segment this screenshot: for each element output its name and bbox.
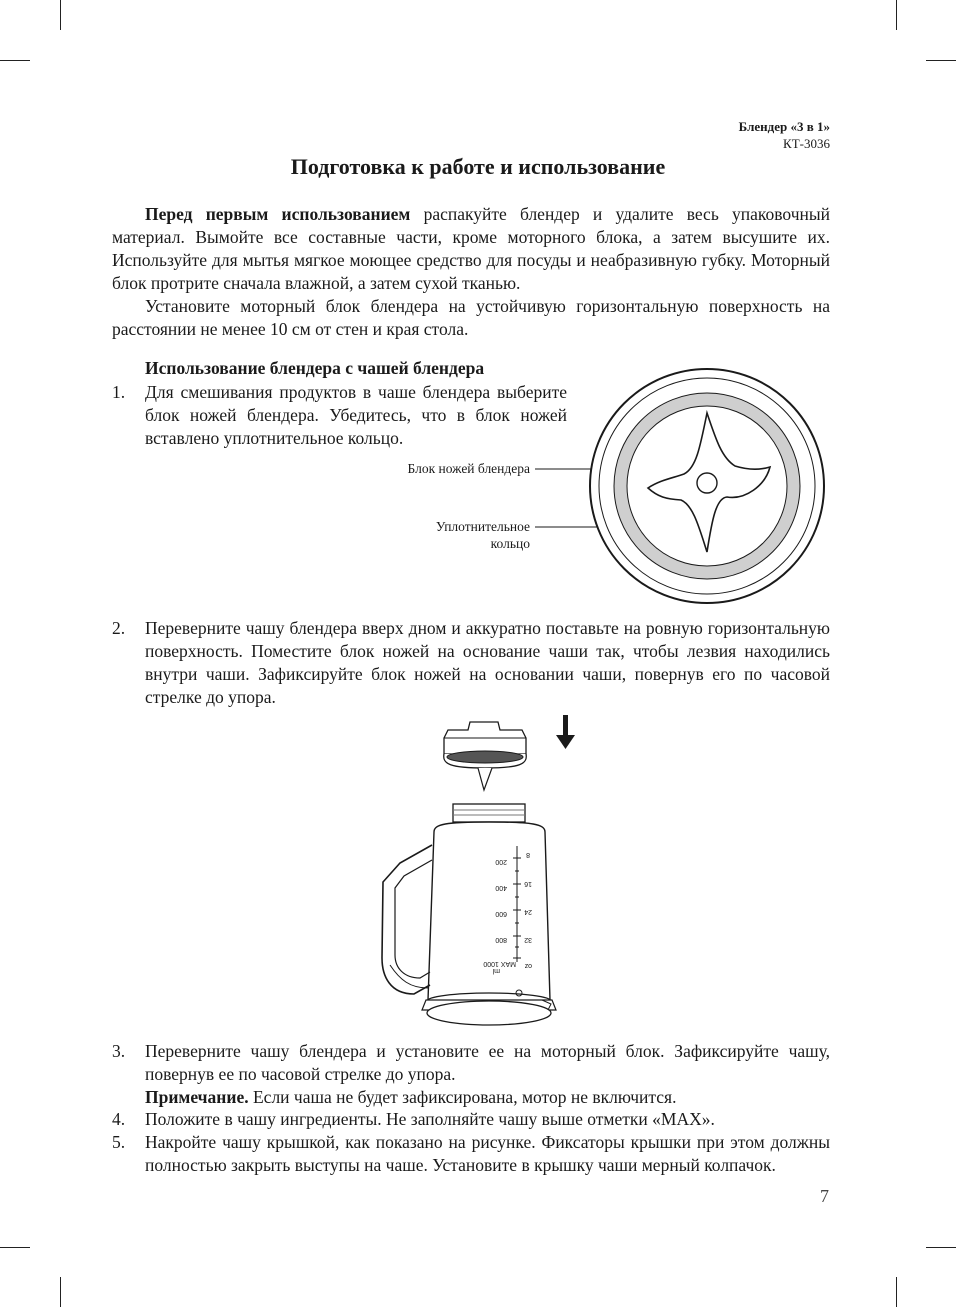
step-number: 3. bbox=[112, 1041, 126, 1061]
step-number: 1. bbox=[112, 382, 126, 402]
blade-tip bbox=[478, 768, 492, 790]
scale-label-unit: oz bbox=[524, 962, 532, 969]
note-text: Если чаша не будет зафиксирована, мотор не включится. bbox=[248, 1087, 677, 1107]
label-sealing-ring-line1: Уплотнительное bbox=[435, 519, 530, 534]
scale-label-ml: 600 bbox=[495, 910, 507, 917]
scale-label-ml: 800 bbox=[495, 936, 507, 943]
step-number: 4. bbox=[112, 1109, 126, 1129]
scale-label-oz: 32 bbox=[524, 936, 532, 943]
blade-hub bbox=[697, 473, 717, 493]
jar-neck bbox=[453, 804, 525, 822]
section-title: Использование блендера с чашей блендера bbox=[145, 358, 485, 378]
step-text: Переверните чашу блендера вверх дном и аккуратно поставьте на ровную горизонтальную поверхность. Поместите блок ножей на основание чаши так, чтобы лезвия находились внутри чаши. Зафиксируйте блок ножей на основании чаши, повернув его по часовой стрелке до упора. bbox=[145, 618, 830, 707]
jar-assembly-figure bbox=[370, 710, 590, 1030]
page-title: Подготовка к работе и использование bbox=[290, 154, 666, 179]
scale-label-ml: 200 bbox=[495, 858, 507, 865]
scale-label-unit: ml bbox=[492, 967, 500, 974]
intro-lead: Перед первым использованием bbox=[145, 204, 411, 224]
note bbox=[145, 1086, 830, 1109]
scale-label-oz: 8 bbox=[526, 851, 530, 858]
model-number: КТ-3036 bbox=[783, 136, 830, 151]
jar-handle bbox=[382, 845, 432, 994]
step-number: 2. bbox=[112, 618, 126, 638]
note-label: Примечание. bbox=[145, 1087, 249, 1107]
step-number: 5. bbox=[112, 1132, 126, 1152]
step-text: Положите в чашу ингредиенты. Не заполняйте чашу выше отметки «MAX». bbox=[145, 1109, 715, 1129]
page-number: 7 bbox=[820, 1186, 829, 1206]
jar-handle-inner bbox=[395, 860, 432, 978]
step-text: Для смешивания продуктов в чаше блендера выберите блок ножей блендера. Убедитесь, что в блок ножей вставлено уплотнительное кольцо. bbox=[145, 382, 567, 448]
intro-text: распакуйте блендер и удалите весь упаковочный материал. Вымойте все составные части, кроме моторного блока, а затем высушите их. Используйте для мытья мягкое моющее средство для посуды и неабразивную губку. Моторный блок протрите сначала влажной, а затем сухой тканью. bbox=[112, 204, 830, 293]
scale-label-ml: 400 bbox=[495, 884, 507, 891]
step-text: Накройте чашу крышкой, как показано на рисунке. Фиксаторы крышки при этом должны полностью закрыть выступы на чаше. Установите в крышку чаши мерный колпачок. bbox=[145, 1132, 830, 1175]
label-sealing-ring-line2: кольцо bbox=[490, 536, 530, 551]
scale-label-ml: MAX 1000 bbox=[483, 960, 516, 967]
down-arrow-icon bbox=[556, 735, 575, 749]
label-blade-unit: Блок ножей блендера bbox=[407, 461, 530, 476]
install-paragraph: Установите моторный блок блендера на устойчивую горизонтальную поверхность на расстоянии не менее 10 см от стен и края стола. bbox=[112, 296, 830, 339]
blade-unit-thread bbox=[447, 751, 523, 763]
down-arrow-shaft bbox=[563, 715, 568, 737]
step-text: Переверните чашу блендера и установите ее на моторный блок. Зафиксируйте чашу, повернув ее по часовой стрелке до упора. bbox=[145, 1041, 830, 1084]
scale-label-oz: 24 bbox=[524, 908, 532, 915]
jar-opening bbox=[427, 1001, 551, 1025]
scale-label-oz: 16 bbox=[524, 880, 532, 887]
product-name: Блендер «3 в 1» bbox=[738, 119, 830, 134]
